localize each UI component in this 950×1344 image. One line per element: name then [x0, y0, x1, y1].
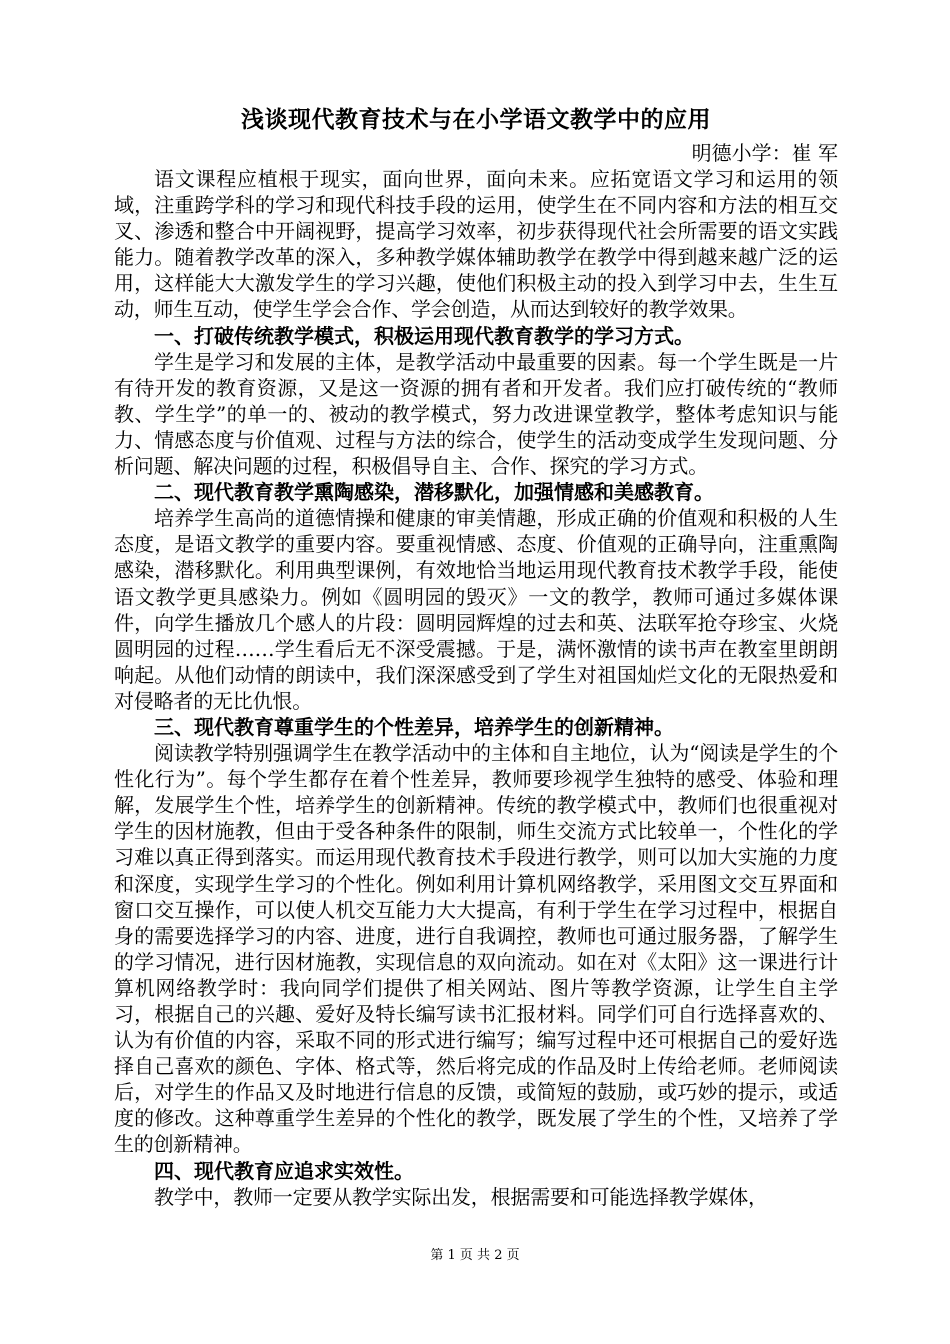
document-title: 浅谈现代教育技术与在小学语文教学中的应用 — [241, 106, 711, 133]
document-page — [114, 100, 838, 1210]
section-2-heading: 二、现代教育教学熏陶感染，潜移默化，加强情感和美感教育。 — [154, 480, 714, 505]
section-1-body: 学生是学习和发展的主体，是教学活动中最重要的因素。每一个学生既是一片有待开发的教育资源，又是这一资源的拥有者和开发者。我们应打破传统的“教师教、学生学”的单一的、被动的教学模式，努力改进课堂教学，整体考虑知识与能力、情感态度与价值观、过程与方法的综合，使学生的活动变成学生发现问题、分析问题、解决问题的过程，积极倡导自主、合作、探究的学习方式。 — [114, 349, 838, 479]
section-1-heading: 一、打破传统教学模式，积极运用现代教育教学的学习方式。 — [154, 323, 694, 348]
document-author: 明德小学：崔 军 — [691, 141, 838, 165]
section-3-heading: 三、现代教育尊重学生的个性差异，培养学生的创新精神。 — [154, 714, 674, 739]
section-3-body: 阅读教学特别强调学生在教学活动中的主体和自主地位，认为“阅读是学生的个性化行为”。每个学生都存在着个性差异，教师要珍视学生独特的感受、体验和理解，发展学生个性，培养学生的创新精神。传统的教学模式中，教师们也很重视对学生的因材施教，但由于受各种条件的限制，师生交流方式比较单一，个性化的学习难以真正得到落实。而运用现代教育技术手段进行教学，则可以加大实施的力度和深度，实现学生学习的个性化。例如利用计算机网络教学，采用图文交互界面和窗口交互操作，可以使人机交互能力大大提高，有利于学生在学习过程中，根据自身的需要选择学习的内容、进度，进行自我调控，教师也可通过服务器，了解学生的学习情况，进行因材施教，实现信息的双向流动。如在对《太阳》这一课进行计算机网络教学时：我向同学们提供了相关网站、图片等教学资源，让学生自主学习，根据自己的兴趣、爱好及特长编写读书汇报材料。同学们可自行选择喜欢的、认为有价值的内容，采取不同的形式进行编写；编写过程中还可根据自己的爱好选择自己喜欢的颜色、字体、格式等，然后将完成的作品及时上传给老师。老师阅读后，对学生的作品又及时地进行信息的反馈，或简短的鼓励，或巧妙的提示，或适度的修改。这种尊重学生差异的个性化的教学，既发展了学生的个性，又培养了学生的创新精神。 — [114, 741, 838, 1157]
section-4-heading: 四、现代教育应追求实效性。 — [154, 1158, 414, 1183]
section-4-body: 教学中，教师一定要从教学实际出发，根据需要和可能选择教学媒体， — [154, 1184, 768, 1209]
section-2-body: 培养学生高尚的道德情操和健康的审美情趣，形成正确的价值观和积极的人生态度，是语文教学的重要内容。要重视情感、态度、价值观的正确导向，注重熏陶感染，潜移默化。利用典型课例，有效地恰当地运用现代教育技术教学手段，能使语文教学更具感染力。例如《圆明园的毁灭》一文的教学，教师可通过多媒体课件，向学生播放几个感人的片段：圆明园辉煌的过去和英、法联军抢夺珍宝、火烧圆明园的过程……学生看后无不深受震撼。于是，满怀激情的读书声在教室里朗朗响起。从他们动情的朗读中，我们深深感受到了学生对祖国灿烂文化的无限热爱和对侵略者的无比仇恨。 — [114, 506, 838, 713]
intro-paragraph: 语文课程应植根于现实，面向世界，面向未来。应拓宽语文学习和运用的领域，注重跨学科的学习和现代科技手段的运用，使学生在不同内容和方法的相互交叉、渗透和整合中开阔视野，提高学习效率，初步获得现代社会所需要的语文实践能力。随着教学改革的深入，多种教学媒体辅助教学在教学中得到越来越广泛的运用，这样能大大激发学生的学习兴趣，使他们积极主动的投入到学习中去，生生互动，师生互动，使学生学会合作、学会创造，从而达到较好的教学效果。 — [114, 167, 838, 322]
page-footer: 第 1 页 共 2 页 — [430, 1248, 520, 1263]
